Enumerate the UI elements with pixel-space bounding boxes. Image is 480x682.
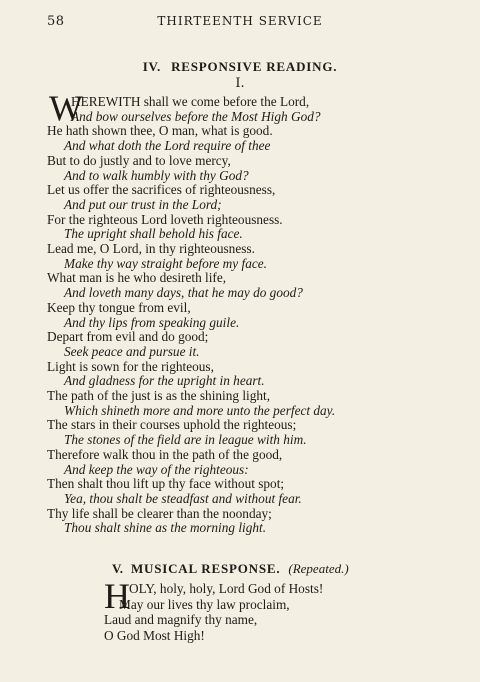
reader-line: Keep thy tongue from evil,: [47, 299, 191, 315]
section-heading-musical-response: [112, 561, 349, 577]
page-number: 58: [47, 14, 65, 29]
response-line: Seek peace and pursue it.: [64, 343, 200, 359]
part-number: I.: [235, 76, 245, 91]
response-line: And to walk humbly with thy God?: [64, 167, 249, 183]
section-number: IV.: [142, 59, 162, 74]
reader-line: The stars in their courses uphold the righteous;: [47, 417, 297, 433]
response-line: And loveth many days, that he may do good?: [64, 285, 303, 301]
drop-cap: W: [49, 88, 83, 128]
reader-line: Depart from evil and do good;: [47, 329, 209, 345]
response-line: The stones of the field are in league with him.: [64, 432, 307, 448]
hymn-line: May our lives thy law proclaim,: [119, 596, 290, 612]
hymn-line: Laud and magnify thy name,: [104, 612, 258, 627]
section-title: MUSICAL RESPONSE.: [130, 561, 281, 576]
reader-line: Therefore walk thou in the path of the good,: [47, 446, 283, 462]
reader-line: HEREWITH shall we come before the Lord,: [71, 94, 310, 109]
section-number: V.: [112, 561, 123, 576]
reader-line: But to do justly and to love mercy,: [47, 152, 231, 168]
reader-line: For the righteous Lord loveth righteousness.: [47, 211, 283, 227]
reader-line: Thy life shall be clearer than the noonday;: [47, 505, 272, 521]
section-heading-responsive-reading: [0, 59, 480, 75]
reader-line: Then shalt thou lift up thy face without spot;: [47, 476, 285, 492]
section-title: RESPONSIVE READING.: [171, 59, 338, 74]
response-line: And bow ourselves before the Most High God?: [71, 108, 321, 124]
response-line: Which shineth more and more unto the perfect day.: [64, 402, 336, 418]
reader-line: Light is sown for the righteous,: [47, 358, 214, 374]
response-line: And what doth the Lord require of thee: [64, 138, 271, 154]
response-line: And put our trust in the Lord;: [64, 196, 222, 212]
response-line: Yea, thou shalt be steadfast and without fear.: [64, 490, 302, 506]
section-note: (Repeated.): [288, 561, 349, 576]
response-line: The upright shall behold his face.: [64, 226, 243, 242]
reader-line: Lead me, O Lord, in thy righteousness.: [47, 241, 255, 256]
reader-line: What man is he who desireth life,: [47, 270, 227, 286]
running-head: THIRTEENTH SERVICE: [157, 14, 323, 28]
drop-cap: H: [104, 576, 130, 616]
response-line: And thy lips from speaking guile.: [64, 314, 240, 330]
reader-line: He hath shown thee, O man, what is good.: [47, 123, 273, 139]
hymn-line: OLY, holy, holy, Lord God of Hosts!: [129, 581, 324, 596]
response-line: And gladness for the upright in heart.: [64, 373, 265, 389]
reader-line: Let us offer the sacrifices of righteousness,: [47, 182, 276, 198]
response-line: And keep the way of the righteous:: [64, 461, 249, 477]
hymn-line: O God Most High!: [104, 627, 205, 643]
response-line: Thou shalt shine as the morning light.: [64, 520, 267, 536]
reader-line: The path of the just is as the shining light,: [47, 388, 271, 403]
response-line: Make thy way straight before my face.: [64, 255, 267, 271]
